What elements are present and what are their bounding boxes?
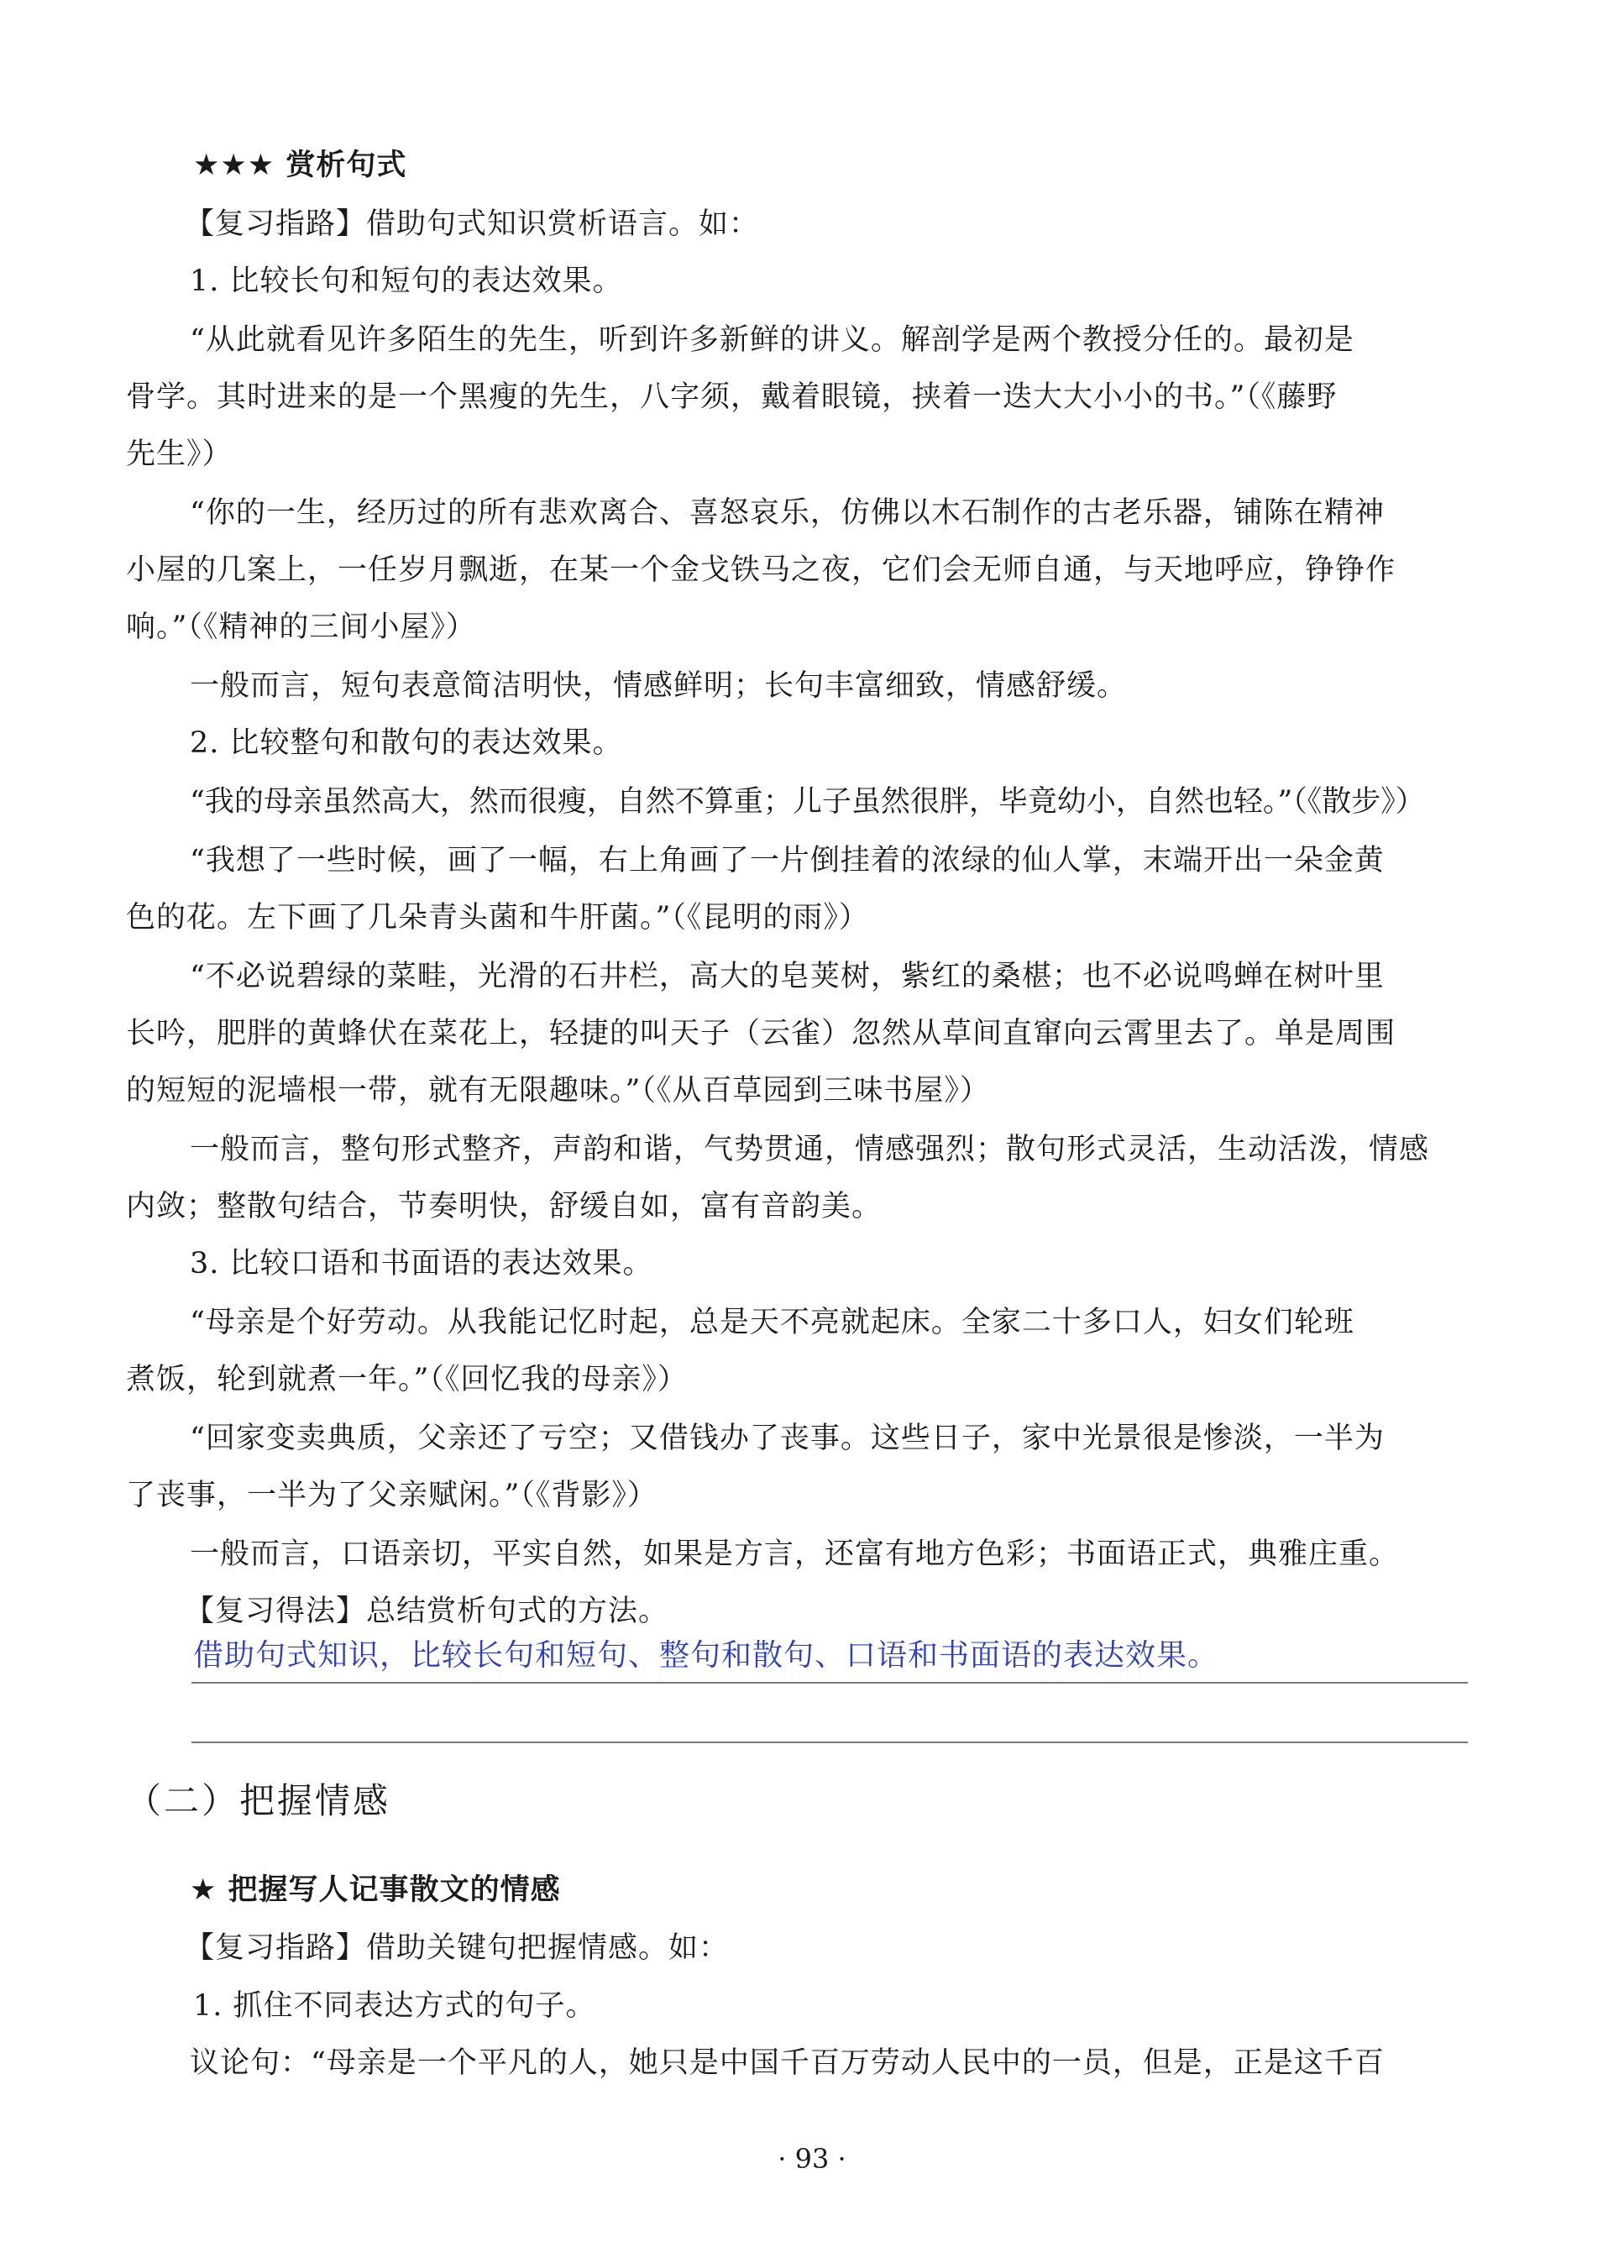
review-guide: 【复习指路】借助句式知识赏析语言。如： xyxy=(185,207,760,241)
handwritten-answer: 借助句式知识，比较长句和短句、整句和散句、口语和书面语的表达效果。 xyxy=(193,1638,1219,1673)
quote-text: 先生》） xyxy=(126,437,233,471)
quote-text: “我想了一些时候，画了一幅，右上角画了一片倒挂着的浓绿的仙人掌，末端开出一朵金黄 xyxy=(190,844,1385,877)
section-title: （二）把握情感 xyxy=(126,1780,391,1821)
quote-text: 响。”（《精神的三间小屋》） xyxy=(126,610,476,644)
list-item: 2. 比较整句和散句的表达效果。 xyxy=(190,726,623,760)
list-item: 3. 比较口语和书面语的表达效果。 xyxy=(190,1247,653,1281)
answer-line xyxy=(191,1742,1468,1743)
quote-text: “你的一生，经历过的所有悲欢离合、喜怒哀乐，仿佛以木石制作的古老乐器，铺陈在精神 xyxy=(190,496,1385,530)
quote-text: 议论句：“母亲是一个平凡的人，她只是中国千百万劳动人民中的一员，但是，正是这千百 xyxy=(190,2046,1385,2080)
summary-text: 一般而言，短句表意简洁明快，情感鲜明；长句丰富细致，情感舒缓。 xyxy=(190,669,1128,703)
quote-text: 骨学。其时进来的是一个黑瘦的先生，八字须，戴着眼镜，挟着一迭大大小小的书。”（《藤野 xyxy=(126,380,1338,414)
list-item: 1. 抓住不同表达方式的句子。 xyxy=(193,1989,596,2023)
quote-text: 的短短的泥墙根一带，就有无限趣味。”（《从百草园到三味书屋》） xyxy=(126,1074,990,1108)
quote-text: “从此就看见许多陌生的先生，听到许多新鲜的讲义。解剖学是两个教授分任的。最初是 xyxy=(190,323,1354,357)
quote-text: 色的花。左下画了几朵青头菌和牛肝菌。”（《昆明的雨》） xyxy=(126,901,869,935)
quote-text: “母亲是个好劳动。从我能记忆时起，总是天不亮就起床。全家二十多口人，妇女们轮班 xyxy=(190,1306,1354,1339)
quote-text: 小屋的几案上，一任岁月飘逝，在某一个金戈铁马之夜，它们会无师自通，与天地呼应，铮铮作 xyxy=(126,553,1396,587)
method-label: 【复习得法】总结赏析句式的方法。 xyxy=(185,1595,669,1628)
answer-line xyxy=(191,1682,1468,1684)
summary-text: 一般而言，口语亲切，平实自然，如果是方言，还富有地方色彩；书面语正式，典雅庄重。 xyxy=(190,1537,1400,1571)
quote-text: “我的母亲虽然高大，然而很瘦，自然不算重；儿子虽然很胖，毕竟幼小，自然也轻。”（《散步》） xyxy=(190,785,1425,819)
section-heading: ★ 把握写人记事散文的情感 xyxy=(190,1873,561,1907)
quote-text: 了丧事，一半为了父亲赋闲。”（《背影》） xyxy=(126,1479,657,1512)
summary-text: 一般而言，整句形式整齐，声韵和谐，气势贯通，情感强烈；散句形式灵活，生动活泼，情感 xyxy=(190,1133,1430,1166)
summary-text: 内敛；整散句结合，节奏明快，舒缓自如，富有音韵美。 xyxy=(126,1190,883,1223)
quote-text: 煮饭，轮到就煮一年。”（《回忆我的母亲》） xyxy=(126,1363,688,1396)
quote-text: “不必说碧绿的菜畦，光滑的石井栏，高大的皂荚树，紫红的桑椹；也不必说鸣蝉在树叶里 xyxy=(190,960,1385,993)
page-number: · 93 · xyxy=(778,2143,846,2175)
section-heading: ★★★ 赏析句式 xyxy=(193,149,407,182)
quote-text: 长吟，肥胖的黄蜂伏在菜花上，轻捷的叫天子（云雀）忽然从草间直窜向云霄里去了。单是周围 xyxy=(126,1017,1396,1050)
list-item: 1. 比较长句和短句的表达效果。 xyxy=(190,265,623,298)
review-guide: 【复习指路】借助关键句把握情感。如： xyxy=(185,1931,730,1965)
quote-text: “回家变卖典质，父亲还了亏空；又借钱办了丧事。这些日子，家中光景很是惨淡，一半为 xyxy=(190,1422,1385,1455)
